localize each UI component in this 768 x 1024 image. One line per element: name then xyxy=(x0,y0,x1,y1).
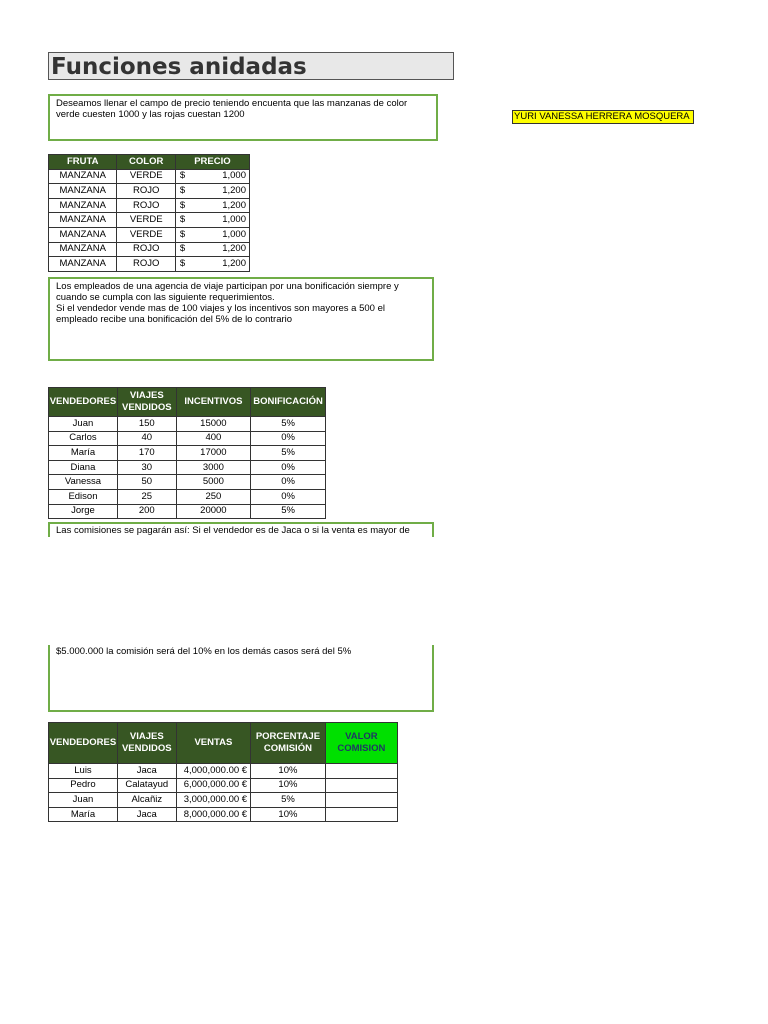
header-com-porcentaje: PORCENTAJE COMISIÓN xyxy=(251,723,326,764)
cell-viajes[interactable]: 40 xyxy=(117,431,176,446)
cell-vendedor[interactable]: Juan xyxy=(49,793,118,808)
cell-precio[interactable] xyxy=(175,257,249,272)
price-value: 1,200 xyxy=(222,243,246,255)
cell-precio[interactable] xyxy=(175,198,249,213)
table-row xyxy=(49,242,250,257)
header-incentivos: INCENTIVOS xyxy=(176,388,250,417)
cell-color[interactable]: VERDE xyxy=(117,169,175,184)
table-row xyxy=(49,778,398,793)
cell-vendedor[interactable]: Diana xyxy=(49,460,118,475)
currency-symbol: $ xyxy=(179,214,186,226)
cell-viajes[interactable]: 30 xyxy=(117,460,176,475)
table-row xyxy=(49,198,250,213)
bonus-table-header xyxy=(49,388,326,417)
cell-vendedor[interactable]: Carlos xyxy=(49,431,118,446)
currency-symbol: $ xyxy=(179,257,186,269)
table-row xyxy=(49,504,326,519)
cell-fruta[interactable]: MANZANA xyxy=(49,184,117,199)
note-bonificacion-line2: Si el vendedor vende mas de 100 viajes y los incentivos son mayores a 500 el empleado recibe una bonificación del 5% de lo contrario xyxy=(56,303,385,325)
cell-bonificacion[interactable]: 5% xyxy=(251,446,326,461)
cell-precio[interactable] xyxy=(175,184,249,199)
cell-porcentaje[interactable]: 5% xyxy=(251,793,326,808)
cell-porcentaje[interactable]: 10% xyxy=(251,764,326,779)
note-bonificacion[interactable] xyxy=(48,277,434,361)
table-row xyxy=(49,489,326,504)
cell-bonificacion[interactable]: 5% xyxy=(251,417,326,432)
cell-ciudad[interactable]: Jaca xyxy=(117,807,176,822)
price-value: 1,200 xyxy=(222,199,246,211)
cell-vendedor[interactable]: Edison xyxy=(49,489,118,504)
note-comisiones-bottom[interactable] xyxy=(48,645,434,712)
cell-fruta[interactable]: MANZANA xyxy=(49,227,117,242)
table-row xyxy=(49,257,250,272)
currency-symbol: $ xyxy=(179,184,186,196)
note-precio[interactable] xyxy=(48,94,438,141)
table-row xyxy=(49,793,398,808)
price-value: 1,000 xyxy=(222,170,246,182)
header-viajes: VIAJES VENDIDOS xyxy=(117,388,176,417)
currency-symbol: $ xyxy=(179,243,186,255)
currency-symbol: $ xyxy=(179,199,186,211)
cell-incentivos[interactable]: 5000 xyxy=(176,475,250,490)
header-com-valor: VALOR COMISION xyxy=(325,723,397,764)
cell-vendedor[interactable]: María xyxy=(49,446,118,461)
cell-precio[interactable] xyxy=(175,242,249,257)
cell-viajes[interactable]: 150 xyxy=(117,417,176,432)
table-row xyxy=(49,764,398,779)
cell-bonificacion[interactable]: 0% xyxy=(251,475,326,490)
name-label: YURI VANESSA HERRERA MOSQUERA xyxy=(514,111,690,122)
cell-porcentaje[interactable]: 10% xyxy=(251,807,326,822)
table-row xyxy=(49,475,326,490)
note-comisiones-top-text: Las comisiones se pagarán así: Si el vendedor es de Jaca o si la venta es mayor de xyxy=(56,525,410,536)
fruit-table-header xyxy=(49,155,250,170)
cell-incentivos[interactable]: 400 xyxy=(176,431,250,446)
cell-bonificacion[interactable]: 0% xyxy=(251,489,326,504)
cell-vendedor[interactable]: Vanessa xyxy=(49,475,118,490)
header-precio: PRECIO xyxy=(175,155,249,170)
table-row xyxy=(49,807,398,822)
price-value: 1,200 xyxy=(222,257,246,269)
cell-valor[interactable] xyxy=(325,807,397,822)
header-color: COLOR xyxy=(117,155,175,170)
cell-color[interactable]: VERDE xyxy=(117,227,175,242)
header-com-vendedores: VENDEDORES xyxy=(49,723,118,764)
table-row xyxy=(49,431,326,446)
cell-vendedor[interactable]: María xyxy=(49,807,118,822)
cell-color[interactable]: ROJO xyxy=(117,257,175,272)
cell-bonificacion[interactable]: 0% xyxy=(251,431,326,446)
cell-valor[interactable] xyxy=(325,764,397,779)
cell-fruta[interactable]: MANZANA xyxy=(49,169,117,184)
header-com-viajes: VIAJES VENDIDOS xyxy=(117,723,176,764)
cell-incentivos[interactable]: 15000 xyxy=(176,417,250,432)
cell-incentivos[interactable]: 17000 xyxy=(176,446,250,461)
cell-viajes[interactable]: 25 xyxy=(117,489,176,504)
table-row xyxy=(49,213,250,228)
cell-vendedor[interactable]: Luis xyxy=(49,764,118,779)
header-com-ventas: VENTAS xyxy=(176,723,250,764)
cell-viajes[interactable]: 170 xyxy=(117,446,176,461)
cell-precio[interactable] xyxy=(175,213,249,228)
bonus-table xyxy=(48,387,326,519)
cell-ventas[interactable]: 6,000,000.00 € xyxy=(176,778,250,793)
cell-ciudad[interactable]: Alcañiz xyxy=(117,793,176,808)
cell-fruta[interactable]: MANZANA xyxy=(49,213,117,228)
cell-fruta[interactable]: MANZANA xyxy=(49,198,117,213)
price-value: 1,000 xyxy=(222,228,246,240)
cell-vendedor[interactable]: Jorge xyxy=(49,504,118,519)
cell-ventas[interactable]: 4,000,000.00 € xyxy=(176,764,250,779)
name-cell[interactable] xyxy=(512,110,694,124)
currency-symbol: $ xyxy=(179,228,186,240)
commission-table-header xyxy=(49,723,398,764)
table-row xyxy=(49,417,326,432)
cell-porcentaje[interactable]: 10% xyxy=(251,778,326,793)
header-bonificacion: BONIFICACIÓN xyxy=(251,388,326,417)
cell-ciudad[interactable]: Jaca xyxy=(117,764,176,779)
cell-incentivos[interactable]: 250 xyxy=(176,489,250,504)
cell-color[interactable]: ROJO xyxy=(117,242,175,257)
commission-table xyxy=(48,722,398,822)
cell-viajes[interactable]: 200 xyxy=(117,504,176,519)
table-row xyxy=(49,169,250,184)
price-value: 1,200 xyxy=(222,184,246,196)
cell-valor[interactable] xyxy=(325,778,397,793)
cell-incentivos[interactable]: 3000 xyxy=(176,460,250,475)
currency-symbol: $ xyxy=(179,170,186,182)
cell-viajes[interactable]: 50 xyxy=(117,475,176,490)
cell-fruta[interactable]: MANZANA xyxy=(49,242,117,257)
price-value: 1,000 xyxy=(222,214,246,226)
cell-fruta[interactable]: MANZANA xyxy=(49,257,117,272)
cell-ventas[interactable]: 3,000,000.00 € xyxy=(176,793,250,808)
table-row xyxy=(49,184,250,199)
cell-precio[interactable] xyxy=(175,227,249,242)
note-bonificacion-line1: Los empleados de una agencia de viaje participan por una bonificación siempre y cuando se cumpla con las siguiente requerimientos. xyxy=(56,281,399,303)
table-row xyxy=(49,446,326,461)
page-title: Funciones anidadas xyxy=(48,52,454,80)
cell-vendedor[interactable]: Pedro xyxy=(49,778,118,793)
cell-bonificacion[interactable]: 5% xyxy=(251,504,326,519)
cell-ventas[interactable]: 8,000,000.00 € xyxy=(176,807,250,822)
cell-bonificacion[interactable]: 0% xyxy=(251,460,326,475)
cell-valor[interactable] xyxy=(325,793,397,808)
header-vendedores: VENDEDORES xyxy=(49,388,118,417)
fruit-table xyxy=(48,154,250,272)
note-comisiones-bottom-text: $5.000.000 la comisión será del 10% en los demás casos será del 5% xyxy=(56,646,352,657)
cell-precio[interactable] xyxy=(175,169,249,184)
cell-vendedor[interactable]: Juan xyxy=(49,417,118,432)
note-precio-text: Deseamos llenar el campo de precio teniendo encuenta que las manzanas de color verde cuesten 1000 y las rojas cuestan 1200 xyxy=(56,98,408,120)
cell-color[interactable]: VERDE xyxy=(117,213,175,228)
cell-color[interactable]: ROJO xyxy=(117,198,175,213)
cell-ciudad[interactable]: Calatayud xyxy=(117,778,176,793)
cell-incentivos[interactable]: 20000 xyxy=(176,504,250,519)
cell-color[interactable]: ROJO xyxy=(117,184,175,199)
table-row xyxy=(49,460,326,475)
note-comisiones-top[interactable] xyxy=(48,522,434,537)
header-fruta: FRUTA xyxy=(49,155,117,170)
table-row xyxy=(49,227,250,242)
